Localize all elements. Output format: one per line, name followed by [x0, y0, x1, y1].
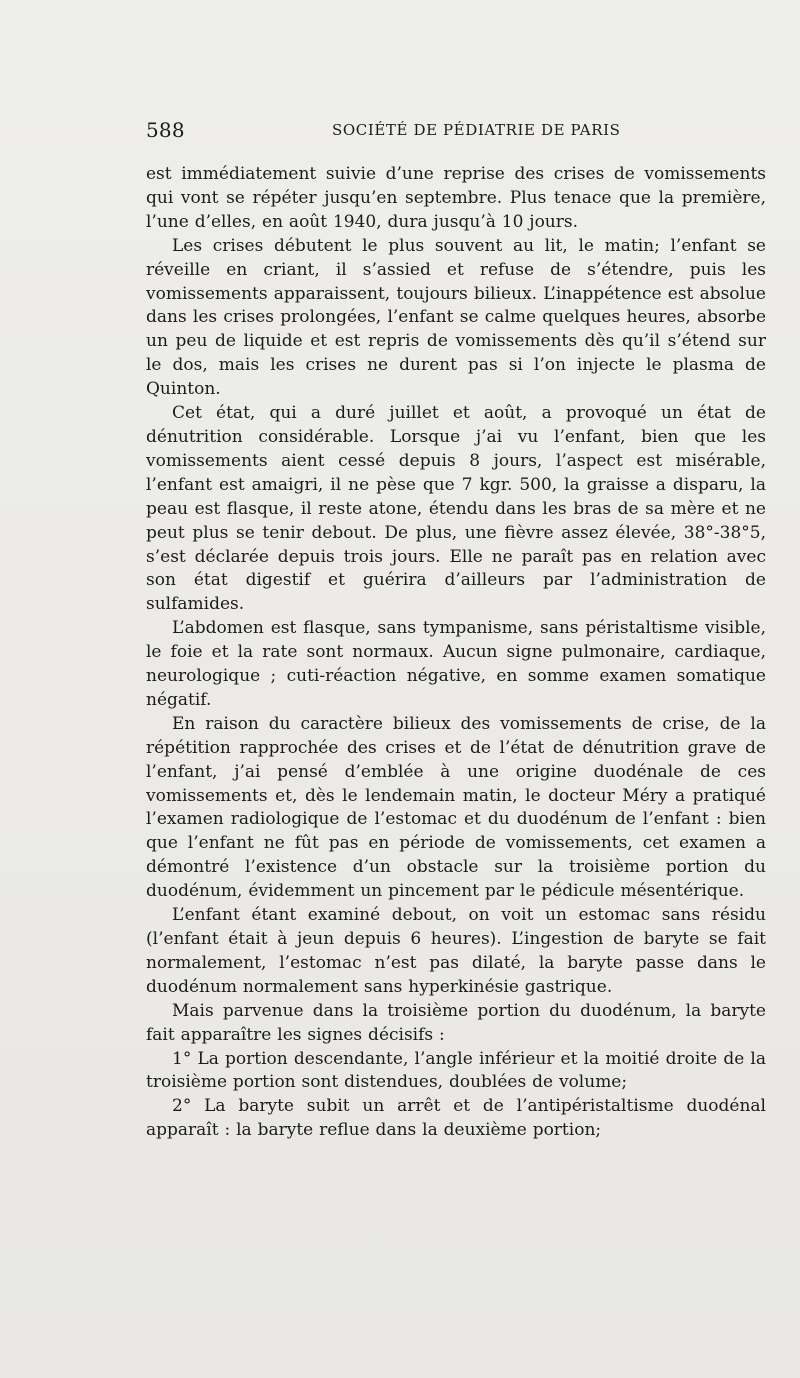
page-number: 588: [146, 118, 185, 142]
paragraph-5: En raison du caractère bilieux des vomissements de crise, de la répétition rapprochée des crises et de l’état de dénutrition grave de l’enfant, j’ai pensé d’emblée à une origine duodénale de ces vomissements et, dès le lendemain matin, le docteur Méry a pratiqué l’examen radiologique de l’estomac et du duodénum de l’enfant : bien que l’enfant ne fût pas en période de vomissements, cet examen a démontré l’existence d’un obstacle sur la troisième portion du duodénum, évidemment un pincement par le pédicule mésentérique.: [146, 713, 766, 902]
paragraph-7: Mais parvenue dans la troisième portion du duodénum, la baryte fait apparaître les signes décisifs :: [146, 1000, 766, 1045]
paragraph-2: Les crises débutent le plus souvent au lit, le matin; l’enfant se réveille en criant, il s’assied et refuse de s’étendre, puis les vomissements apparaissent, toujours bilieux. L’inappétence est absolue dans les crises prolongées, l’enfant se calme quelques heures, absorbe un peu de liquide et est repris de vomissements dès qu’il s’étend sur le dos, mais les crises ne durent pas si l’on injecte le plasma de Quinton.: [146, 235, 766, 400]
paragraph-4: L’abdomen est flasque, sans tympanisme, sans péristaltisme visible, le foie et la rate sont normaux. Aucun signe pulmonaire, cardiaque, neurologique ; cuti-réaction négative, en somme examen somatique négatif.: [146, 618, 766, 710]
paragraph-9: 2° La baryte subit un arrêt et de l’antipéristaltisme duodénal apparaît : la baryte reflue dans la deuxième portion;: [146, 1096, 766, 1141]
body-text: [146, 163, 766, 1143]
running-head: SOCIÉTÉ DE PÉDIATRIE DE PARIS: [332, 121, 621, 139]
paragraph-6: L’enfant étant examiné debout, on voit un estomac sans résidu (l’enfant était à jeun depuis 6 heures). L’ingestion de baryte se fait normalement, l’estomac n’est pas dilaté, la baryte passe dans le duodénum normalement sans hyperkinésie gastrique.: [146, 905, 766, 997]
paragraph-1: est immédiatement suivie d’une reprise des crises de vomissements qui vont se répéter jusqu’en septembre. Plus tenace que la première, l’une d’elles, en août 1940, dura jusqu’à 10 jours.: [146, 164, 766, 232]
page-header: [146, 118, 766, 144]
paragraph-8: 1° La portion descendante, l’angle inférieur et la moitié droite de la troisième portion sont distendues, doublées de volume;: [146, 1048, 766, 1093]
paragraph-3: Cet état, qui a duré juillet et août, a provoqué un état de dénutrition considérable. Lorsque j’ai vu l’enfant, bien que les vomissements aient cessé depuis 8 jours, l’aspect est misérable, l’enfant est amaigri, il ne pèse que 7 kgr. 500, la graisse a disparu, la peau est flasque, il reste atone, étendu dans les bras de sa mère et ne peut plus se tenir debout. De plus, une fièvre assez élevée, 38°-38°5, s’est déclarée depuis trois jours. Elle ne paraît pas en relation avec son état digestif et guérira d’ailleurs par l’administration de sulfamides.: [146, 403, 766, 615]
